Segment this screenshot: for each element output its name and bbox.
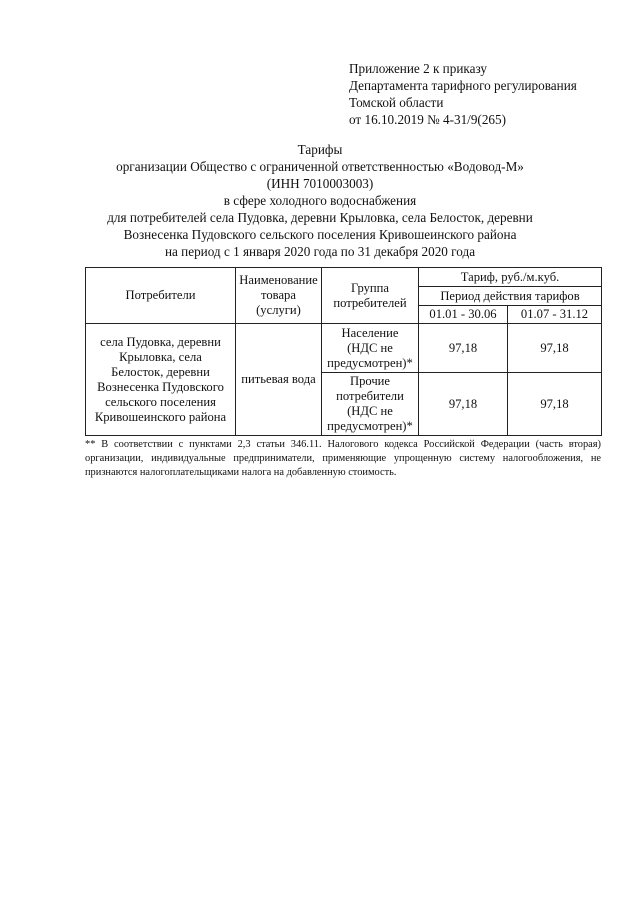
header-period-2: 01.07 - 31.12: [508, 306, 602, 324]
title-line: Вознесенка Пудовского сельского поселения Кривошеинского района: [123, 227, 517, 242]
title-line: (ИНН 7010003003): [266, 176, 374, 191]
title-line: организации Общество с ограниченной ответственностью «Водовод-М»: [116, 159, 524, 174]
appendix-line: Томской области: [349, 95, 444, 110]
title-line: для потребителей села Пудовка, деревни Крыловка, села Белосток, деревни: [107, 210, 533, 225]
title-line: на период с 1 января 2020 года по 31 декабря 2020 года: [164, 244, 476, 259]
appendix-line: Департамента тарифного регулирования: [349, 78, 577, 93]
tariff-table: [85, 267, 602, 436]
header-tariff: Тариф, руб./м.куб.: [419, 268, 602, 287]
title-line: Тарифы: [297, 142, 343, 157]
header-product: Наименование товара (услуги): [236, 268, 322, 324]
product-cell: питьевая вода: [236, 324, 322, 436]
consumers-cell: села Пудовка, деревни Крыловка, села Белосток, деревни Вознесенка Пудовского сельского поселения Кривошеинского района: [86, 324, 236, 436]
footnote: ** В соответствии с пунктами 2,3 статьи 346.11. Налогового кодекса Российской Федерации (часть вторая) организации, индивидуальные предприниматели, применяющие упрощенную систему налогообложения, не признаются налогоплательщиками налога на добавленную стоимость.: [85, 439, 601, 478]
appendix-line: от 16.10.2019 № 4-31/9(265): [349, 112, 506, 127]
group-cell: Население (НДС не предусмотрен)*: [322, 324, 419, 373]
header-consumers: Потребители: [86, 268, 236, 324]
group-cell: Прочие потребители (НДС не предусмотрен)*: [322, 373, 419, 436]
tariff-value-cell: 97,18: [419, 373, 508, 436]
header-period-1: 01.01 - 30.06: [419, 306, 508, 324]
title-line: в сфере холодного водоснабжения: [223, 193, 417, 208]
tariff-value-cell: 97,18: [508, 324, 602, 373]
document-title: [60, 141, 580, 260]
tariff-value-cell: 97,18: [419, 324, 508, 373]
appendix-line: Приложение 2 к приказу: [349, 61, 487, 76]
appendix-reference: [349, 60, 577, 128]
header-period: Период действия тарифов: [419, 287, 602, 306]
tariff-value-cell: 97,18: [508, 373, 602, 436]
table-header-row: [86, 268, 602, 287]
table-row: [86, 324, 602, 373]
header-group: Группа потребителей: [322, 268, 419, 324]
